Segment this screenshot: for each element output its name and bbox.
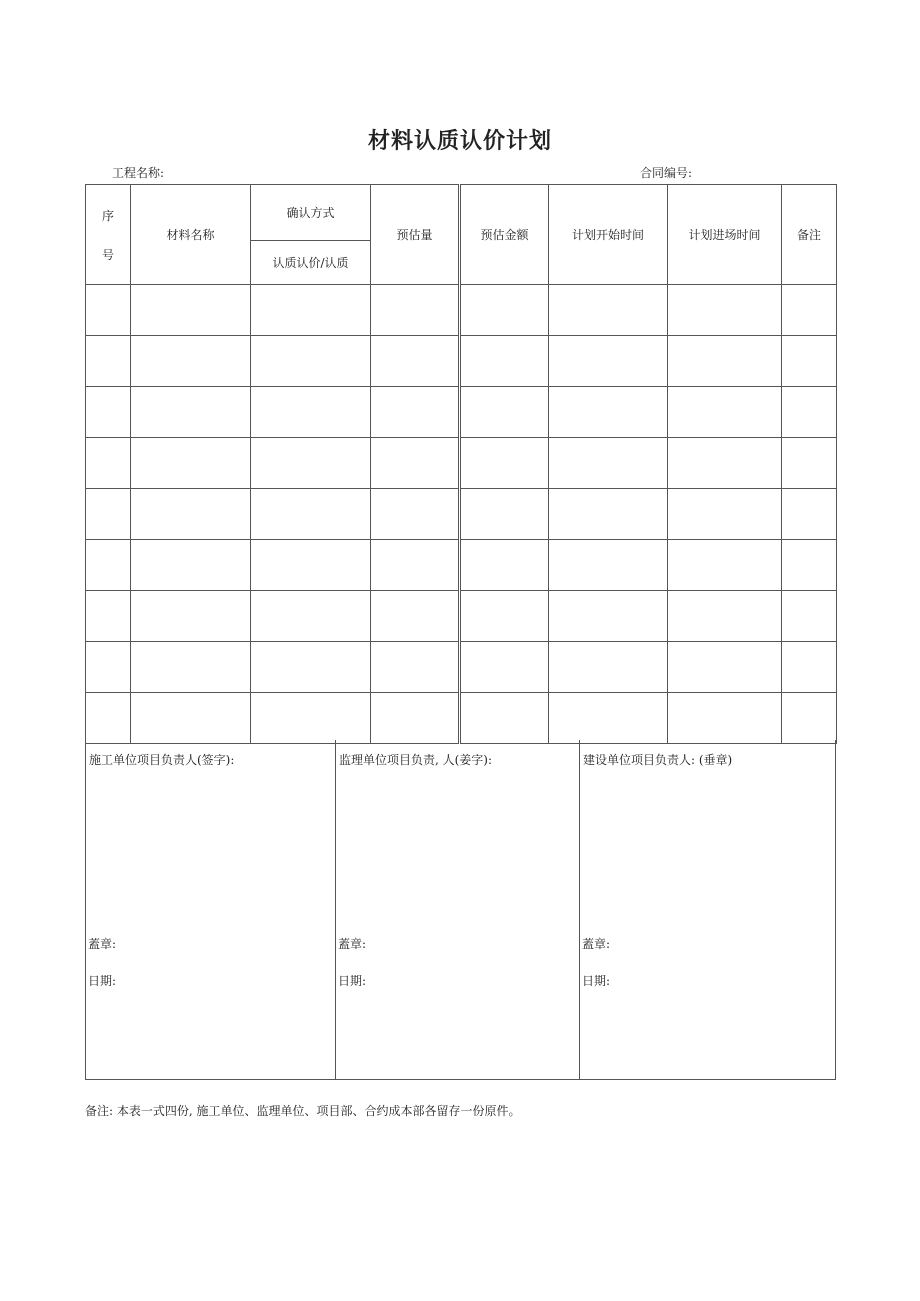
table-cell[interactable] (549, 642, 668, 693)
header-estimated-amount: 预估金额 (460, 185, 549, 285)
table-cell[interactable] (460, 693, 549, 744)
header-seq-top: 序 (101, 208, 114, 223)
table-cell[interactable] (131, 387, 251, 438)
table-cell[interactable] (668, 489, 782, 540)
table-cell[interactable] (251, 336, 371, 387)
contract-number-label: 合同编号: (640, 166, 693, 180)
table-cell[interactable] (782, 438, 837, 489)
table-cell[interactable] (668, 642, 782, 693)
supervisor-date-label: 日期: (338, 974, 367, 988)
owner-signature-label: 建设单位项目负责人: (垂章) (583, 753, 733, 767)
table-cell[interactable] (549, 540, 668, 591)
table-cell[interactable] (460, 642, 549, 693)
supervisor-signature-label: 监理单位项目负责, 人(姜字): (339, 753, 493, 767)
table-cell[interactable] (371, 693, 460, 744)
table-cell[interactable] (668, 285, 782, 336)
table-cell[interactable] (251, 438, 371, 489)
table-cell[interactable] (86, 336, 131, 387)
table-cell[interactable] (460, 438, 549, 489)
table-cell[interactable] (668, 438, 782, 489)
table-row (86, 591, 837, 642)
table-cell[interactable] (549, 489, 668, 540)
table-cell[interactable] (251, 387, 371, 438)
table-cell[interactable] (371, 336, 460, 387)
table-cell[interactable] (460, 336, 549, 387)
header-seq (86, 185, 131, 285)
table-cell[interactable] (131, 693, 251, 744)
header-remarks: 备注 (782, 185, 837, 285)
table-cell[interactable] (782, 693, 837, 744)
table-row (86, 540, 837, 591)
table-row (86, 387, 837, 438)
table-cell[interactable] (86, 693, 131, 744)
project-name-label: 工程名称: (112, 166, 165, 180)
table-cell[interactable] (251, 591, 371, 642)
table-cell[interactable] (86, 438, 131, 489)
table-cell[interactable] (668, 591, 782, 642)
table-cell[interactable] (371, 285, 460, 336)
owner-signature-block[interactable] (580, 740, 835, 1079)
table-cell[interactable] (549, 693, 668, 744)
table-cell[interactable] (86, 591, 131, 642)
header-planned-start: 计划开始时间 (549, 185, 668, 285)
table-row (86, 642, 837, 693)
table-cell[interactable] (668, 387, 782, 438)
contractor-signature-block[interactable] (86, 740, 335, 1079)
table-cell[interactable] (251, 693, 371, 744)
table-cell[interactable] (549, 285, 668, 336)
table-cell[interactable] (782, 489, 837, 540)
supervisor-signature-block[interactable] (336, 740, 579, 1079)
table-cell[interactable] (131, 642, 251, 693)
table-cell[interactable] (371, 540, 460, 591)
table-cell[interactable] (371, 489, 460, 540)
footer-note: 备注: 本表一式四份, 施工单位、监理单位、项目部、合约成本部各留存一份原件。 (85, 1104, 521, 1118)
contractor-signature-label: 施工单位项目负责人(签字): (89, 753, 235, 767)
page-title: 材料认质认价计划 (367, 129, 552, 154)
header-planned-arrival: 计划进场时间 (668, 185, 782, 285)
table-cell[interactable] (371, 591, 460, 642)
signature-section (85, 740, 836, 1080)
table-cell[interactable] (460, 285, 549, 336)
table-row (86, 438, 837, 489)
table-cell[interactable] (86, 642, 131, 693)
table-cell[interactable] (371, 642, 460, 693)
table-cell[interactable] (782, 387, 837, 438)
table-row (86, 693, 837, 744)
table-cell[interactable] (782, 285, 837, 336)
table-cell[interactable] (460, 591, 549, 642)
table-cell[interactable] (549, 438, 668, 489)
table-cell[interactable] (86, 489, 131, 540)
table-cell[interactable] (549, 336, 668, 387)
table-cell[interactable] (251, 285, 371, 336)
header-confirm-method: 确认方式 (251, 185, 371, 241)
table-cell[interactable] (668, 336, 782, 387)
contractor-stamp-label: 蓋章: (88, 937, 117, 951)
table-cell[interactable] (668, 540, 782, 591)
header-seq-bottom: 号 (101, 247, 114, 262)
table-cell[interactable] (549, 591, 668, 642)
owner-stamp-label: 蓋章: (582, 937, 611, 951)
table-cell[interactable] (460, 387, 549, 438)
table-cell[interactable] (86, 540, 131, 591)
table-cell[interactable] (251, 489, 371, 540)
table-cell[interactable] (782, 591, 837, 642)
table-cell[interactable] (251, 642, 371, 693)
material-plan-table (85, 184, 837, 744)
header-confirm-sub: 认质认价/认质 (251, 241, 371, 285)
table-cell[interactable] (460, 489, 549, 540)
table-cell[interactable] (131, 540, 251, 591)
table-cell[interactable] (549, 387, 668, 438)
table-cell[interactable] (460, 540, 549, 591)
table-cell[interactable] (131, 336, 251, 387)
header-estimated-qty: 预估量 (371, 185, 460, 285)
table-row (86, 285, 837, 336)
table-cell[interactable] (668, 693, 782, 744)
contractor-date-label: 日期: (88, 974, 117, 988)
table-cell[interactable] (131, 438, 251, 489)
table-cell[interactable] (251, 540, 371, 591)
table-cell[interactable] (131, 591, 251, 642)
table-row (86, 336, 837, 387)
table-cell[interactable] (371, 438, 460, 489)
table-row (86, 489, 837, 540)
table-cell[interactable] (371, 387, 460, 438)
owner-date-label: 日期: (582, 974, 611, 988)
table-cell[interactable] (86, 285, 131, 336)
table-header-row (86, 185, 837, 241)
table-cell[interactable] (131, 489, 251, 540)
table-cell[interactable] (782, 642, 837, 693)
table-cell[interactable] (131, 285, 251, 336)
table-cell[interactable] (782, 540, 837, 591)
table-cell[interactable] (782, 336, 837, 387)
table-cell[interactable] (86, 387, 131, 438)
header-material: 材料名称 (131, 185, 251, 285)
supervisor-stamp-label: 蓋章: (338, 937, 367, 951)
